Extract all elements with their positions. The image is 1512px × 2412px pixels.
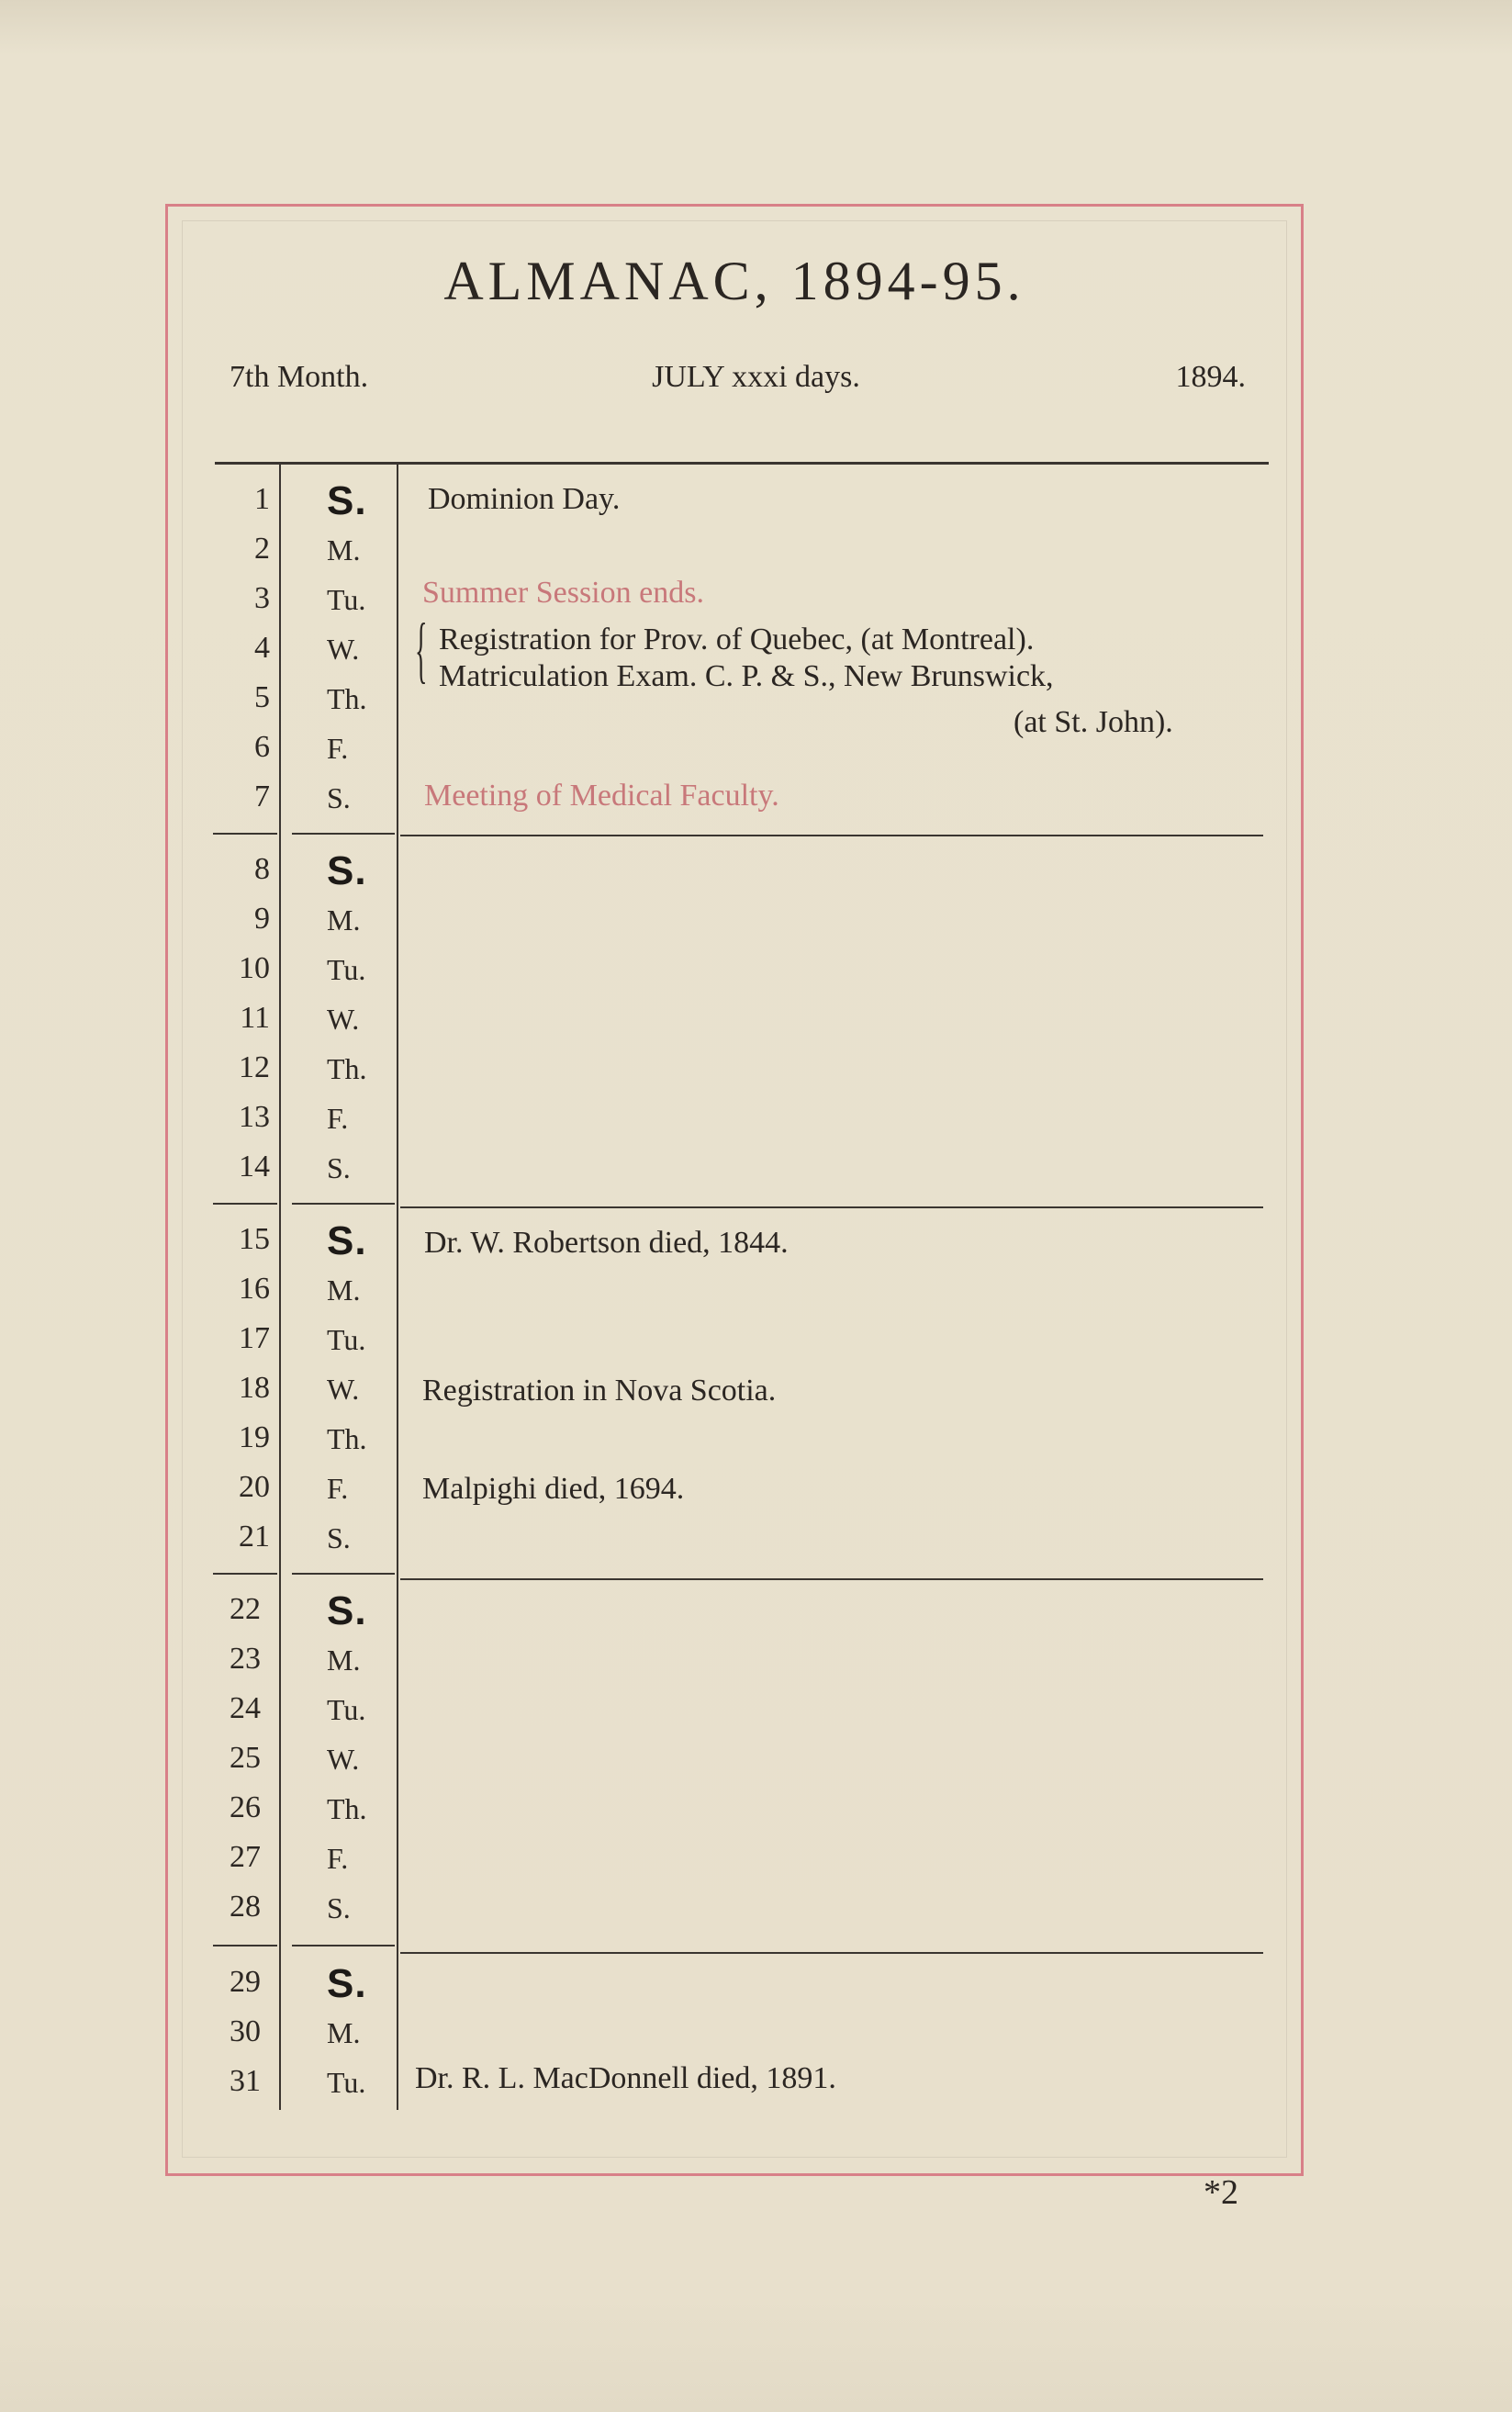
day-number: 19: [239, 1420, 270, 1454]
day-number: 18: [239, 1371, 270, 1405]
day-number: 26: [230, 1790, 261, 1824]
week-rule-day: [292, 833, 395, 835]
day-number: 3: [254, 581, 270, 615]
weekday-label: Tu.: [327, 583, 366, 616]
week-rule-events: [400, 835, 1263, 836]
weekday-label: W.: [327, 1373, 360, 1406]
page-title: ALMANAC, 1894-95.: [443, 251, 1025, 311]
weekday-label: W.: [327, 633, 360, 666]
weekday-label: M.: [327, 1273, 361, 1307]
weekday-label: W.: [327, 1003, 360, 1036]
day-number: 29: [230, 1965, 261, 1999]
week-rule-day: [292, 1573, 395, 1575]
brace-glyph: {: [415, 610, 428, 690]
weekday-label: Tu.: [327, 953, 366, 986]
day-number: 24: [230, 1691, 261, 1725]
day-number: 11: [240, 1001, 270, 1035]
day-number: 15: [239, 1222, 270, 1256]
day-number: 1: [254, 482, 270, 516]
day-number: 28: [230, 1890, 261, 1924]
day-number: 30: [230, 2014, 261, 2048]
days-label: JULY xxxi days.: [652, 360, 860, 394]
column-rule-number: [279, 465, 281, 2110]
day-number: 8: [254, 852, 270, 886]
event-macdonnell: Dr. R. L. MacDonnell died, 1891.: [415, 2061, 836, 2095]
weekday-label: Th.: [327, 1052, 367, 1085]
day-number: 25: [230, 1741, 261, 1775]
event-matriculation: Matriculation Exam. C. P. & S., New Brunswick,: [439, 659, 1054, 693]
week-rule-number: [213, 1945, 277, 1946]
day-number: 31: [230, 2064, 261, 2098]
weekday-label: Th.: [327, 1792, 367, 1825]
weekday-label: S.: [327, 1521, 351, 1554]
page-folio: *2: [1204, 2173, 1238, 2212]
week-rule-number: [213, 1573, 277, 1575]
weekday-label: Tu.: [327, 1693, 366, 1726]
day-number: 16: [239, 1272, 270, 1306]
event-matriculation-place: (at St. John).: [1014, 705, 1173, 739]
week-rule-events: [400, 1578, 1263, 1580]
day-number: 4: [254, 631, 270, 665]
day-number: 6: [254, 730, 270, 764]
day-number: 20: [239, 1470, 270, 1504]
year-label: 1894.: [1175, 360, 1246, 394]
event-registration-quebec: Registration for Prov. of Quebec, (at Montreal).: [439, 623, 1035, 656]
sunday-label: S.: [327, 478, 367, 523]
day-number: 17: [239, 1321, 270, 1355]
weekday-label: Tu.: [327, 1323, 366, 1356]
week-rule-day: [292, 1203, 395, 1205]
day-number: 13: [239, 1100, 270, 1134]
sunday-label: S.: [327, 1218, 367, 1263]
day-number: 23: [230, 1642, 261, 1676]
week-rule-number: [213, 833, 277, 835]
weekday-label: M.: [327, 533, 361, 567]
weekday-label: F.: [327, 1102, 349, 1135]
day-number: 5: [254, 680, 270, 714]
day-number: 7: [254, 780, 270, 813]
column-rule-day: [397, 465, 398, 2110]
weekday-label: F.: [327, 732, 349, 765]
sunday-label: S.: [327, 1961, 367, 2006]
weekday-label: Th.: [327, 1422, 367, 1455]
event-robertson: Dr. W. Robertson died, 1844.: [424, 1226, 789, 1260]
event-summer-session: Summer Session ends.: [422, 576, 704, 610]
sunday-label: S.: [327, 1588, 367, 1633]
weekday-label: W.: [327, 1743, 360, 1776]
weekday-label: M.: [327, 2016, 361, 2049]
day-number: 9: [254, 902, 270, 936]
month-label: 7th Month.: [230, 360, 369, 394]
week-rule-day: [292, 1945, 395, 1946]
week-rule-events: [400, 1952, 1263, 1954]
weekday-label: Th.: [327, 682, 367, 715]
weekday-label: F.: [327, 1472, 349, 1505]
weekday-label: S.: [327, 781, 351, 814]
event-nova-scotia: Registration in Nova Scotia.: [422, 1374, 777, 1408]
event-medical-faculty: Meeting of Medical Faculty.: [424, 779, 779, 813]
day-number: 21: [239, 1520, 270, 1554]
day-number: 2: [254, 532, 270, 566]
day-number: 14: [239, 1150, 270, 1184]
day-number: 22: [230, 1592, 261, 1626]
day-number: 12: [239, 1050, 270, 1084]
weekday-label: S.: [327, 1151, 351, 1184]
day-number: 10: [239, 951, 270, 985]
weekday-label: F.: [327, 1842, 349, 1875]
weekday-label: M.: [327, 1644, 361, 1677]
day-number: 27: [230, 1840, 261, 1874]
weekday-label: Tu.: [327, 2066, 366, 2099]
event-malpighi: Malpighi died, 1694.: [422, 1472, 685, 1506]
weekday-label: S.: [327, 1891, 351, 1924]
week-rule-number: [213, 1203, 277, 1205]
week-rule-events: [400, 1206, 1263, 1208]
event-dominion-day: Dominion Day.: [428, 482, 621, 516]
header-rule: [215, 462, 1269, 465]
weekday-label: M.: [327, 903, 361, 937]
sunday-label: S.: [327, 848, 367, 893]
